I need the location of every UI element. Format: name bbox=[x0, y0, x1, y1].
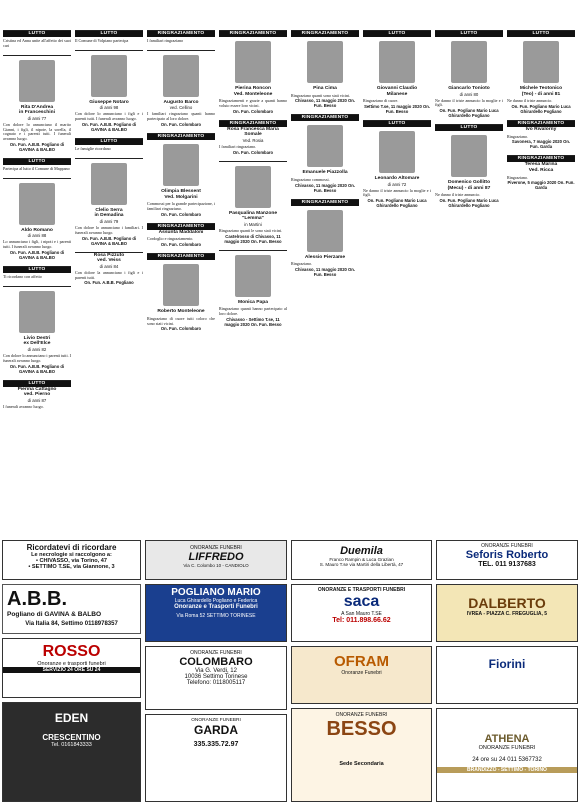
notice-header: LUTTO bbox=[3, 267, 71, 273]
obituary-notice bbox=[219, 120, 287, 155]
ad-colombaro: ONORANZE FUNEBRI COLOMBARO Via G. Verdi, 12 10036 Settimo Torinese Telefono: 0118005117 bbox=[145, 646, 287, 710]
notice-text: Le famiglie ricordano bbox=[75, 145, 111, 151]
notice-sign: Chivasso, 11 maggio 2020 On. Fun. Besso bbox=[294, 182, 356, 193]
notice-name: Giancarlo Tonioto bbox=[448, 86, 490, 91]
notice-name: Michele Teotonico (Teo) - di anni 81 bbox=[519, 86, 563, 97]
obituary-notice bbox=[291, 114, 359, 192]
notice-name: Aldo Romano bbox=[21, 227, 53, 233]
notice-header: LUTTO bbox=[363, 31, 431, 37]
notice-sign: On. Fun. A.B.B. Pogliano di GAVINA & BALBO bbox=[9, 141, 65, 152]
notice-name: Olimpia Blessent Ved. Molgarini bbox=[161, 188, 201, 200]
notice-name: Giovanni Claudio Milanese bbox=[376, 86, 418, 97]
notice-name: Ivo Rivalorny bbox=[525, 126, 557, 132]
notice-name: Rosa Francesca Maria Somale bbox=[227, 126, 279, 138]
obituary-notice bbox=[291, 30, 359, 108]
notice-text: Ringraziano commossi. bbox=[291, 176, 330, 182]
notice-header: LUTTO bbox=[3, 381, 71, 387]
notice-text: I familiari ringraziano bbox=[147, 38, 184, 43]
notice-age: di anni 80 bbox=[459, 91, 479, 97]
notice-text: Commossi per la grande partecipazione, i familiari ringraziano. bbox=[147, 201, 215, 211]
notice-text: Cordoglio e ringraziamento. bbox=[147, 236, 194, 242]
notice-sign: Savonera, 7 maggio 2020 On. Fun. Garda bbox=[511, 139, 571, 150]
notice-sign: On. Fun. Colombaro bbox=[160, 211, 202, 217]
obituary-column bbox=[507, 30, 575, 196]
obituary-notice bbox=[507, 120, 575, 149]
portrait-photo bbox=[235, 255, 271, 297]
notice-header: RINGRAZIAMENTO bbox=[291, 200, 359, 206]
notice-text: Ringraziano quanti le sono stati vicini. bbox=[219, 227, 283, 233]
notice-age: di anni 98 bbox=[99, 105, 119, 111]
notice-sign: Chivasso, 11 maggio 2020 On. Fun. Besso bbox=[294, 98, 356, 109]
ad-ricordatevi: Ricordatevi di ricordare Le necrologie si raccolgono a: • CHIVASSO, via Torino, 47 • SETTIMO T.SE, via Giannone, 3 bbox=[2, 540, 141, 580]
notice-text: Ti ricordano con affetto bbox=[3, 273, 42, 279]
obituary-notice bbox=[363, 30, 431, 114]
notice-text: Ringraziano quanti hanno partecipato al loro dolore. bbox=[219, 306, 287, 317]
notice-name: Rita D'Andrea in Franceschini bbox=[19, 104, 55, 116]
obituary-column bbox=[3, 30, 71, 416]
notice-age: in Martini bbox=[244, 221, 262, 227]
ad-besso: ONORANZE FUNEBRI BESSO Sede Secondaria bbox=[291, 708, 432, 802]
notice-name: Pierina Cattagno ved. Pierno bbox=[17, 386, 57, 398]
notice-header: RINGRAZIAMENTO bbox=[147, 224, 215, 230]
ad-eden: EDEN CRESCENTINO Tel. 0161843333 bbox=[2, 702, 141, 802]
notice-name: Giuseppe Notaro bbox=[89, 99, 129, 105]
notice-text: Cristina ed Anna unite all'affetto dei suoi cari bbox=[3, 38, 71, 48]
notice-sign: Piverone, 5 maggio 2020 On. Fun. Garda bbox=[507, 180, 575, 191]
portrait-photo bbox=[307, 210, 343, 252]
obituary-notice bbox=[3, 286, 71, 374]
notice-sign: On. Fun. Pogliano Mario Luca Ghirardello Pogliano bbox=[439, 198, 499, 209]
notice-sign: On. Fun. Colombaro bbox=[232, 149, 274, 155]
ad-seforis: ONORANZE FUNEBRI Seforis Roberto TEL. 011 9137683 bbox=[436, 540, 578, 580]
obituary-notice bbox=[75, 158, 143, 246]
notice-header: RINGRAZIAMENTO bbox=[219, 31, 287, 37]
portrait-photo bbox=[451, 41, 487, 83]
notice-age: di anni 72 bbox=[387, 181, 407, 187]
notice-name: Domenico Gollitto (Mecu) - di anni 87 bbox=[447, 180, 491, 191]
notice-sign: On. Fun. A.B.B. Pogliano bbox=[84, 280, 134, 286]
notice-header: RINGRAZIAMENTO bbox=[147, 31, 215, 37]
obituary-notice bbox=[435, 124, 503, 208]
notice-header: LUTTO bbox=[435, 31, 503, 37]
notice-text: Ringraziano di cuore tutti coloro che sono stati vicini. bbox=[147, 315, 215, 326]
obituary-column bbox=[219, 30, 287, 333]
notice-text: Ringraziano di cuore. bbox=[363, 98, 399, 104]
notice-text: Ne danno il triste annuncio la moglie e i figli. bbox=[435, 97, 503, 108]
portrait-photo bbox=[307, 125, 343, 167]
portrait-photo bbox=[235, 41, 271, 83]
obituary-notice bbox=[75, 252, 143, 286]
obituary-notice bbox=[147, 253, 215, 331]
obituary-column bbox=[75, 30, 143, 291]
notice-text: Ringraziano. bbox=[507, 174, 529, 180]
obituary-notice bbox=[75, 30, 143, 44]
notice-age: di anni 84 bbox=[99, 263, 119, 269]
notice-name: Livio Destri ex Dell'Elce bbox=[23, 335, 51, 347]
notice-age: di anni 87 bbox=[27, 397, 47, 403]
notice-age: di anni 79 bbox=[99, 218, 119, 224]
obituary-column bbox=[291, 30, 359, 283]
notice-age: ved. Cellino bbox=[169, 105, 193, 111]
obituary-notice bbox=[219, 30, 287, 114]
notice-header: LUTTO bbox=[507, 31, 575, 37]
notice-sign: On. Fun. A.B.B. Pogliano di GAVINA & BALBO bbox=[81, 235, 137, 246]
obituary-notice bbox=[3, 55, 71, 152]
notice-text: Ringraziamenti e grazie a quanti hanno voluto essere loro vicini. bbox=[219, 98, 287, 108]
notice-age: di anni 88 bbox=[27, 233, 47, 239]
portrait-photo bbox=[235, 166, 271, 208]
ad-fiorini: Fiorini bbox=[436, 646, 578, 704]
notice-name: Teresa Marina Ved. Ricca bbox=[524, 162, 558, 173]
notice-name: Emanuele Piazzolla bbox=[302, 170, 348, 176]
notice-sign: On. Fun. Colombaro bbox=[160, 242, 202, 248]
obituary-notice bbox=[435, 30, 503, 118]
notice-sign: On. Fun. Pogliano Mario Luca Ghirardello Pogliano bbox=[511, 103, 571, 114]
notice-sign: On. Fun. Pogliano Mario Luca Ghirardello Pogliano bbox=[367, 198, 427, 209]
portrait-photo bbox=[163, 55, 199, 97]
notice-sign: Castelrosso di Chivasso, 11 maggio 2020 On. Fun. Besso bbox=[224, 233, 282, 244]
notice-text: Ne danno il triste annuncio. bbox=[507, 98, 553, 104]
notice-sign: On. Fun. Colombaro bbox=[160, 326, 202, 332]
ad-saca: ONORANZE E TRASPORTI FUNEBRI saca A San Mauro T.SE Tel: 011.898.66.62 bbox=[291, 584, 432, 642]
portrait-photo bbox=[523, 41, 559, 83]
obituary-notice bbox=[75, 50, 143, 132]
obituary-notice bbox=[147, 133, 215, 217]
notice-header: LUTTO bbox=[75, 139, 143, 145]
portrait-photo bbox=[379, 131, 415, 173]
notice-header: RINGRAZIAMENTO bbox=[147, 134, 215, 140]
notice-name: Monica Papa bbox=[238, 299, 268, 305]
ad-rosso: ROSSO Onoranze e trasporti funebri SERVIZIO 24 ORE SU 24 bbox=[2, 638, 141, 698]
notice-name: Roberto Monteleone bbox=[157, 309, 205, 315]
notice-name: Rosa Pizzuto ved. Veiss bbox=[93, 252, 125, 264]
obituary-column bbox=[363, 30, 431, 214]
obituary-notice bbox=[3, 380, 71, 410]
notice-name: Clelio Serra in Demadina bbox=[94, 207, 124, 219]
ad-garda: ONORANZE FUNEBRI GARDA 335.335.72.97 bbox=[145, 714, 287, 802]
notice-text: Con dolore lo annunciano il marito Gianni, i figli, il nipote, la sorella, il cognato e i parenti tutti. I funerali avranno luogo. bbox=[3, 121, 71, 142]
portrait-photo bbox=[379, 41, 415, 83]
notice-text: Con dolore lo annunciano i parenti tutti. I funerali avranno luogo. bbox=[3, 352, 71, 363]
notice-name: Leonardo Altomare bbox=[374, 175, 420, 181]
notice-text: I familiari ringraziano. bbox=[219, 143, 257, 149]
obituary-notice bbox=[363, 120, 431, 208]
notice-sign: On. Fun. Colombaro bbox=[160, 121, 202, 127]
obituary-notice bbox=[147, 223, 215, 247]
notice-name: Augusto Barco bbox=[163, 99, 199, 105]
obituary-notice bbox=[147, 30, 215, 44]
notice-header: RINGRAZIAMENTO bbox=[219, 121, 287, 127]
portrait-photo bbox=[19, 60, 55, 102]
notice-text: Ringraziano. bbox=[291, 261, 313, 267]
notice-text: I funerali avranno luogo. bbox=[3, 403, 44, 409]
notice-text: Partecipa al lutto il Comune di Mappano bbox=[3, 165, 70, 171]
notice-sign: On. Fun. Pogliano Mario Luca Ghirardello Pogliano bbox=[439, 108, 499, 119]
obituary-notice bbox=[147, 50, 215, 127]
notice-text: Con dolore lo annunciano i figli e i parenti tutti. I funerali avranno luogo. bbox=[75, 111, 143, 122]
notice-name: Pierina Roncon Ved. Monteleone bbox=[233, 86, 273, 97]
portrait-photo bbox=[19, 291, 55, 333]
notice-name: Alessio Pierzame bbox=[304, 254, 346, 260]
obituary-column bbox=[435, 30, 503, 214]
notice-text: Ringraziano. bbox=[507, 133, 529, 139]
advertisements-area bbox=[0, 540, 580, 804]
ad-athena: ATHENA ONORANZE FUNEBRI 24 ore su 24 011 5367732 BRANDIZZO - SETTIMO - TORINO bbox=[436, 708, 578, 802]
obituary-notice bbox=[3, 266, 71, 280]
ad-liffredo: ONORANZE FUNEBRI LIFFREDO Via C. Colombo 10 - CANDIOLO bbox=[145, 540, 287, 580]
obituary-notice bbox=[507, 30, 575, 114]
notice-text: I familiari ringraziano quanti hanno partecipato al loro dolore. bbox=[147, 111, 215, 122]
obituary-notice bbox=[3, 30, 71, 49]
notice-name: Assunta Maddaloni bbox=[158, 229, 204, 235]
ad-duemila: Duemila Franco Rampin & Luca Grazian S. Mauro T.se via Martiri della Libertà, 47 bbox=[291, 540, 432, 580]
notice-age: di anni 82 bbox=[27, 346, 47, 352]
obituary-notice bbox=[75, 138, 143, 152]
notice-header: RINGRAZIAMENTO bbox=[291, 31, 359, 37]
notice-text: Lo annunciano i figli, i nipoti e i parenti tutti. I funerali avranno luogo. bbox=[3, 239, 71, 250]
notice-age: Ved. Rosia bbox=[242, 137, 264, 143]
notice-text: Ringraziano quanti sono stati vicini. bbox=[291, 92, 351, 98]
obituary-notice bbox=[291, 199, 359, 277]
ad-ofram: OFRAM Onoranze Funebri bbox=[291, 646, 432, 704]
notice-sign: Settimo T.se, 11 maggio 2020 On. Fun. Besso bbox=[364, 103, 430, 114]
notice-header: LUTTO bbox=[3, 31, 71, 37]
notice-text: Ne danno il triste annuncio la moglie e i figli. bbox=[363, 187, 431, 198]
notice-header: LUTTO bbox=[435, 125, 503, 131]
notice-header: RINGRAZIAMENTO bbox=[291, 115, 359, 121]
notice-age: di anni 77 bbox=[27, 115, 47, 121]
notice-sign: On. Fun. A.B.B. Pogliano di GAVINA & BALBO bbox=[9, 363, 65, 374]
portrait-photo bbox=[307, 41, 343, 83]
ad-pogliano-mario: POGLIANO MARIO Luca Ghirardello Pogliano e Federica Onoranze e Trasporti Funebri Via Roma 52 SETTIMO TORINESE bbox=[145, 584, 287, 642]
notice-name: Pasqualina Manzone "Lemma" bbox=[228, 210, 278, 222]
portrait-photo bbox=[19, 183, 55, 225]
notice-header: LUTTO bbox=[3, 159, 71, 165]
notice-header: RINGRAZIAMENTO bbox=[507, 156, 575, 162]
notice-sign: On. Fun. A.B.B. Pogliano di GAVINA & BALBO bbox=[81, 121, 137, 132]
portrait-photo bbox=[163, 144, 199, 186]
portrait-photo bbox=[91, 55, 127, 97]
obituary-column bbox=[147, 30, 215, 337]
portrait-photo bbox=[91, 163, 127, 205]
notice-header: LUTTO bbox=[363, 121, 431, 127]
portrait-photo bbox=[451, 135, 487, 177]
notice-sign: Chivasso, 11 maggio 2020 On. Fun. Besso bbox=[294, 267, 356, 278]
notice-text: Il Comune di Volpiano partecipa bbox=[75, 38, 129, 43]
notice-sign: On. Fun. A.B.B. Pogliano di GAVINA & BALBO bbox=[9, 249, 65, 260]
notice-text: Con dolore la annunciano i figli e i parenti tutti. bbox=[75, 269, 143, 280]
portrait-photo bbox=[163, 264, 199, 306]
notice-sign: On. Fun. Colombaro bbox=[232, 108, 274, 114]
obituary-notice bbox=[219, 250, 287, 327]
obituary-notice bbox=[3, 178, 71, 260]
notice-sign: Chivasso - Settimo T.se, 11 maggio 2020 On. Fun. Besso bbox=[224, 316, 282, 327]
notice-header: LUTTO bbox=[75, 31, 143, 37]
obituary-notice bbox=[3, 158, 71, 172]
obituary-notice bbox=[507, 155, 575, 190]
notice-header: RINGRAZIAMENTO bbox=[147, 254, 215, 260]
notice-text: Con dolore lo annunciano i familiari. I funerali avranno luogo. bbox=[75, 224, 143, 235]
obituary-notice bbox=[219, 161, 287, 244]
notice-text: Ne danno il triste annuncio. bbox=[435, 192, 481, 198]
notice-header: RINGRAZIAMENTO bbox=[507, 121, 575, 127]
ad-dalberto: DALBERTO IVREA - PIAZZA C. FREGUGLIA, 5 bbox=[436, 584, 578, 642]
ad-abb-pogliano: A.B.B. Pogliano di GAVINA & BALBO Via Italia 84, Settimo 0118978357 bbox=[2, 584, 141, 634]
notice-name: Pina Cima bbox=[313, 86, 337, 91]
